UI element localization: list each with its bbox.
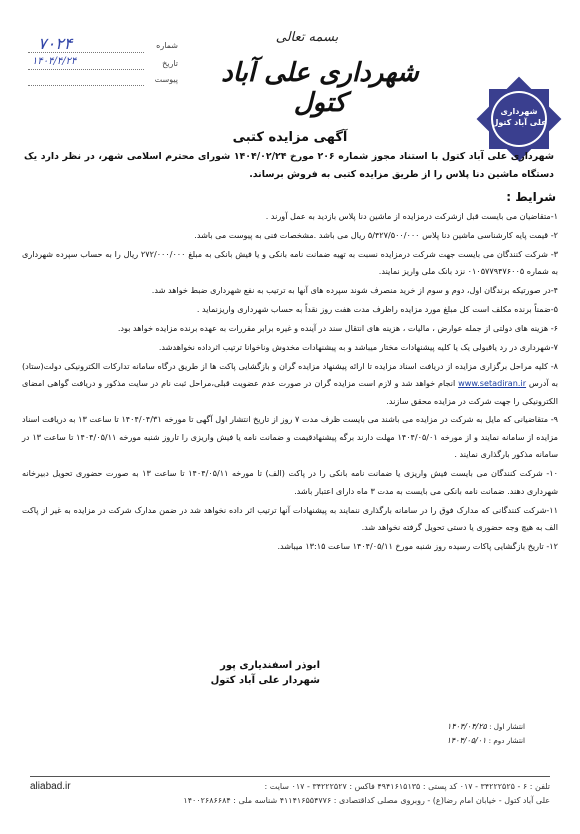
footer-contact: تلفن : ۶ - ۳۴۲۲۲۵۲۵ - ۰۱۷ کد پستی : ۴۹۴۱۶۱۵۱۳۵ فاکس : ۳۴۲۲۲۵۲۷ - ۰۱۷ سایت : xyxy=(264,782,550,791)
footer-website[interactable]: aliabad.ir xyxy=(30,781,71,792)
bismillah: بسمه تعالی xyxy=(275,30,339,45)
attachment-label: پیوست xyxy=(154,75,178,84)
number-value: ۷۰۲۴ xyxy=(38,34,73,53)
municipality-title: شهرداری علی آباد کتول xyxy=(221,58,419,118)
notice-title: آگهی مزایده کتبی xyxy=(232,130,348,145)
intro-paragraph: شهرداری علی آباد کتول با استناد مجوز شماره ۲۰۶ مورخ ۱۴۰۴/۰۲/۲۴ شورای محترم اسلامی شهر، در نظر دارد یک دستگاه ماشین دنا پلاس را از طریق مزایده کتبی به فروش برساند. xyxy=(24,151,554,180)
setad-link[interactable]: www.setadiran.ir xyxy=(458,378,527,389)
first-publication-label: انتشار اول : xyxy=(489,722,525,731)
second-publication-date: ۱۴۰۴/۰۵/۰۱ xyxy=(446,736,487,745)
meta-block xyxy=(28,34,178,88)
condition-item-9: ۹- متقاضیانی که مایل به شرکت در مزایده می باشند می بایست ظرف مدت ۷ روز از تاریخ انتشار اول آگهی تا مورخه ۱۴۰۴/۰۴/۳۱ تا ساعت ۱۳ به دریافت اسناد مزایده از سامانه نمایند و از مورخه ۱۴۰۴/۰۵/۰۱ مهلت دارند برگه پیشنهادقیمت و ضمانت نامه یا فیش واریزی را تاروز شنبه مورخه ۱۴۰۴/۰۵/۱۱ تا ساعت ۱۳ در سامانه مذکور بارگذاری نمایند . xyxy=(22,414,559,460)
signature-block xyxy=(140,658,320,688)
signatory-position: شهردار علی آباد کتول xyxy=(210,675,320,686)
condition-item-4: ۴-در صورتیکه برندگان اول، دوم و سوم از خرید منصرف شوند سپرده های آنها به ترتیب به نفع شهرداری ضبط خواهد شد. xyxy=(151,285,558,296)
number-label: شماره xyxy=(156,41,178,50)
signatory-name: ابوذر اسفندیاری پور xyxy=(220,660,320,671)
date-label: تاریخ xyxy=(162,59,178,68)
condition-item-11: ۱۱-شرکت کنندگانی که مدارک فوق را در سامانه بارگذاری ننمایند به پیشنهادات آنها ترتیب اثر داده نخواهد شد در ضمن مدارک شرکت در مزایده به غیر از پاکت الف به هیچ وجه حضوری یا دستی تحویل گرفته نخواهد شد. xyxy=(22,504,558,532)
condition-item-3: ۳- شرکت کنندگان می بایست جهت شرکت درمزایده نسبت به تهیه ضمانت نامه بانکی و یا فیش بانکی به مبلغ ۲۷۲/۰۰۰/۰۰۰ ریال را به حساب سپرده شهرداری به شماره ۰۱۰۵۷۷۹۴۷۶۰۰۵ نزد بانک ملی واریز نمایند. xyxy=(22,248,558,277)
footer-address: علی آباد کتول - خیابان امام رضا(ع) - روبروی مصلی کداقتصادی : ۴۱۱۴۱۶۵۵۴۷۷۶ شناسه ملی : ۱۴۰۰۲۶۸۶۶۸۴ xyxy=(183,796,550,805)
conditions-heading: شرایط : xyxy=(506,190,556,204)
condition-item-10: ۱۰- شرکت کنندگان می بایست فیش واریزی یا ضمانت نامه بانکی را در پاکت (الف) تا مورخه ۱۴۰۴/۰۵/۱۱ تا ساعت ۱۳ به صورت حضوری تحویل دبیرخانه شهرداری دهند. ضمانت نامه بانکی می بایست به مدت ۳ ماه دارای اعتبار باشد. xyxy=(22,468,558,496)
footer xyxy=(30,780,550,808)
condition-item-2: ۲- قیمت پایه کارشناسی ماشین دنا پلاس ۵/۴۲۷/۵۰۰/۰۰۰ ریال می باشد .مشخصات فنی به پیوست می باشد. xyxy=(194,229,558,240)
second-publication-label: انتشار دوم : xyxy=(488,736,525,745)
publication-dates xyxy=(395,720,525,748)
condition-item-7: ۷-شهرداری در رد یاقبولی یک یا کلیه پیشنهادات مختار میباشد و به پیشنهادات مخدوش وناخوانا ترتیب اثرداده نخواهدشد. xyxy=(158,341,558,352)
condition-item-6: ۶- هزینه های دولتی از جمله عوارض ، مالیات ، هزینه های انتقال سند در آینده و غیره برابر مقررات به عهده برنده مزایده خواهد بود. xyxy=(117,322,558,333)
condition-item-1: ۱-متقاضیان می بایست قبل ازشرکت درمزایده از ماشین دنا پلاس بازدید به عمل آورند . xyxy=(265,211,558,221)
condition-item-8 xyxy=(22,358,558,410)
date-value: ۱۴۰۴/۴/۲۴ xyxy=(32,56,77,67)
condition-item-8-text: ۸- کلیه مراحل برگزاری مزایده از دریافت اسناد مزایده تا ارائه پیشنهاد مزایده گران و بازگشایی پاکت ها از طریق درگاه سامانه تدارکات الکترونیکی دولت(ستاد) به آدرس xyxy=(22,360,559,389)
first-publication-date: ۱۴۰۴/۰۴/۲۵ xyxy=(447,722,487,731)
logo-text: شهرداری علی آباد کتول xyxy=(491,107,547,127)
condition-item-5: ۵-ضمناً برنده مکلف است کل مبلغ مورد مزایده راظرف مدت هفت روز نقداً به حساب شهرداری واریزنماید . xyxy=(196,304,558,315)
condition-item-8-rest: انجام خواهد شد و لازم است مزایده گران در صورت عدم عضویت قبلی،مراحل ثبت نام در سایت مذکور و دریافت گواهی امضای الکترونیکی را جهت شرکت در مزایده محقق سازند. xyxy=(22,378,558,406)
condition-item-12: ۱۲- تاریخ بازگشایی پاکات رسیده روز شنبه مورخ ۱۴۰۴/۰۵/۱۱ ساعت ۱۳:۱۵ میباشد. xyxy=(277,540,558,551)
footer-divider xyxy=(30,776,550,777)
conditions-list xyxy=(22,208,558,557)
